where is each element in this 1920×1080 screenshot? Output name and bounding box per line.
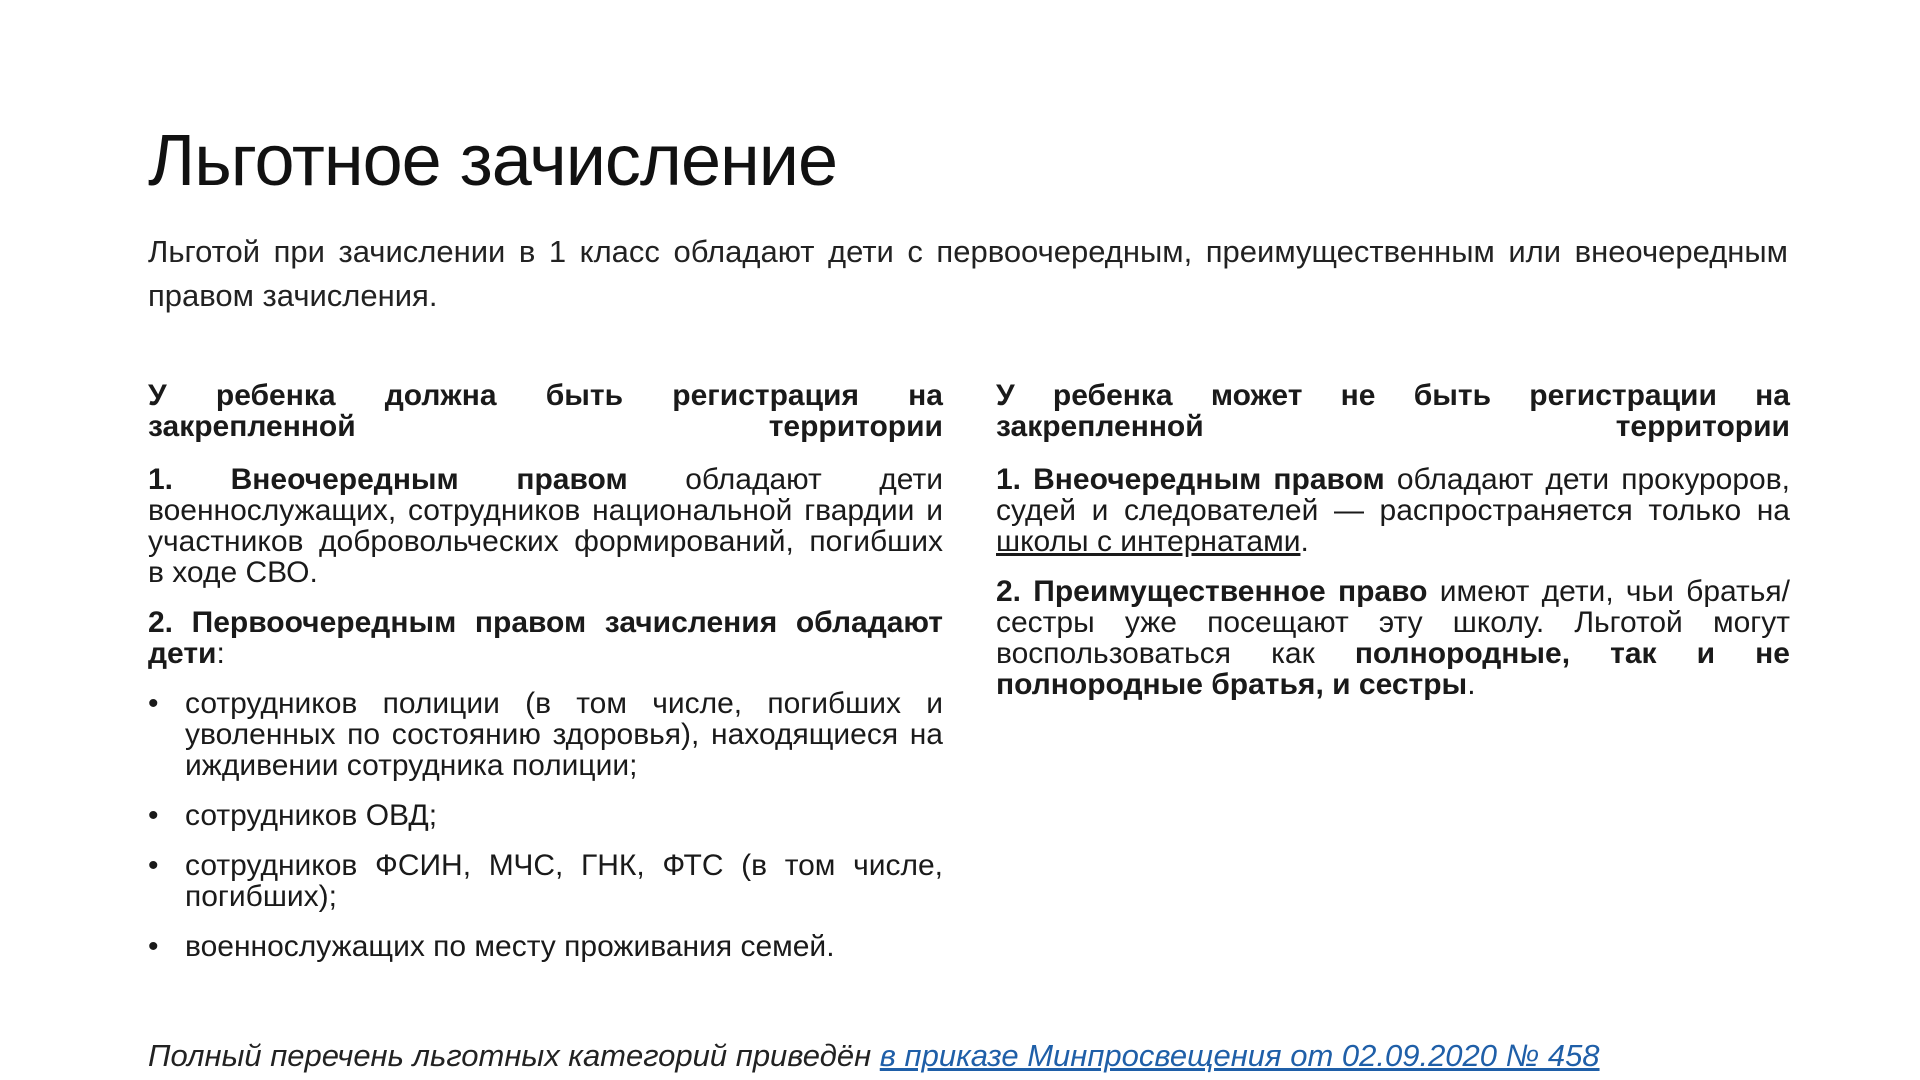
left-paragraph-2-bold: 2. Первоочередным правом зачисления обладают дети xyxy=(148,606,943,670)
right-paragraph-1-end: . xyxy=(1300,525,1309,558)
right-paragraph-2-end: . xyxy=(1467,668,1476,701)
order-link[interactable]: в приказе Минпросвещения от 02.09.2020 № 458 xyxy=(879,1038,1600,1073)
right-paragraph-2-text: имеют дети, чьи братья/сестры уже посещают эту школу. Льготой могут воспользоваться как xyxy=(996,575,1791,670)
right-column xyxy=(996,380,1790,719)
left-column-heading: У ребенка должна быть регистрация на закрепленной территории xyxy=(148,379,943,443)
right-paragraph-1-text: обладают дети прокуроров, судей и следователей — распространяется только на xyxy=(996,463,1790,527)
list-item: • сотрудников ОВД; xyxy=(148,800,943,831)
right-paragraph-2-bold: 2. Преимущественное право xyxy=(996,575,1428,608)
left-bullet-list xyxy=(148,688,943,962)
footer-text: Полный перечень льготных категорий приведён xyxy=(148,1038,880,1073)
right-paragraph-2-bold-2: полнородные, так и не полнородные братья, и сестры xyxy=(996,637,1790,701)
right-column-heading: У ребенка может не быть регистрации на закрепленной территории xyxy=(996,379,1790,443)
left-paragraph-2-text: : xyxy=(216,637,225,670)
list-item: • сотрудников ФСИН, МЧС, ГНК, ФТС (в том числе, погибших); xyxy=(148,850,943,912)
slide-title: Льготное зачисление xyxy=(148,121,838,201)
right-paragraph-1 xyxy=(996,464,1790,557)
footer-note xyxy=(148,1038,1600,1074)
left-paragraph-2 xyxy=(148,607,943,669)
left-paragraph-1-text: обладают дети военнослужащих, сотрудников национальной гвардии и участников добровольческих формирований, погибших в ходе СВО. xyxy=(148,463,943,589)
list-item: • военнослужащих по месту проживания семей. xyxy=(148,931,943,962)
left-paragraph-1-bold: 1. Внеочередным правом xyxy=(148,463,628,496)
intro-paragraph: Льготой при зачислении в 1 класс обладают дети с первоочередным, преимущественным или внеочередным правом зачисления. xyxy=(148,234,1788,313)
left-paragraph-1 xyxy=(148,464,943,588)
right-paragraph-1-bold: 1. Внеочередным правом xyxy=(996,463,1385,496)
boarding-schools-text: школы с интернатами xyxy=(996,525,1301,558)
list-item: • сотрудников полиции (в том числе, погибших и уволенных по состоянию здоровья), находящиеся на иждивении сотрудника полиции; xyxy=(148,688,943,781)
left-column xyxy=(148,380,943,981)
right-paragraph-2 xyxy=(996,576,1790,700)
